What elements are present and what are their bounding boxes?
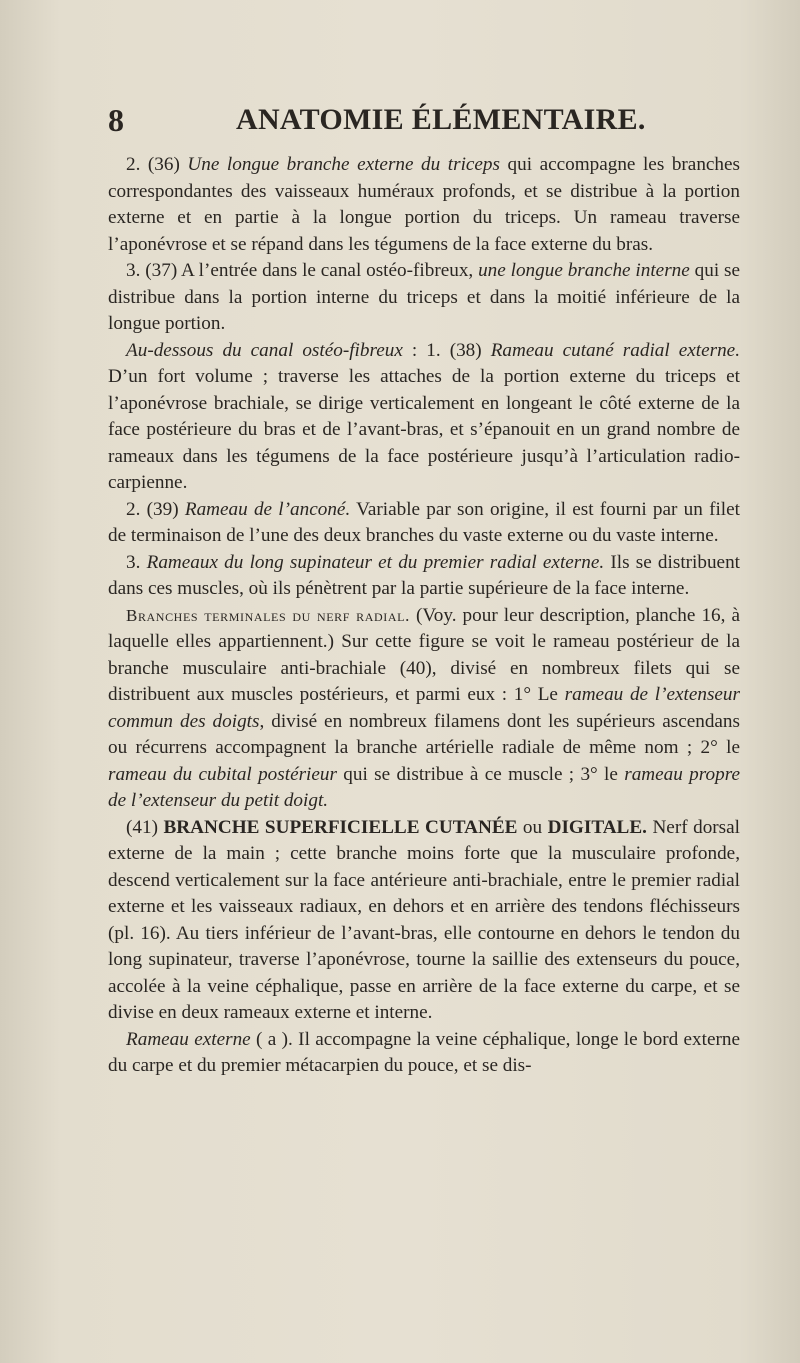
text-run-smallcaps: Branches terminales du nerf radial. [126, 605, 410, 625]
text-run-italic: Rameau cutané radial externe. [490, 339, 740, 361]
paragraph-supinator-branches [108, 550, 740, 603]
text-run-italic: une longue branche interne [478, 260, 690, 281]
running-title: ANATOMIE ÉLÉMENTAIRE. [236, 103, 646, 136]
paragraph-external-ramus [108, 1027, 740, 1080]
text-run: Variable par son origine, il est fourni par un filet de terminaison de l’une des deux branches du vaste externe ou du vaste interne. [108, 498, 740, 546]
text-run: 3. [126, 551, 147, 573]
text-run: 3. (37) A l’entrée dans le canal ostéo-fibreux, [126, 260, 479, 281]
paragraph-terminal-branches [108, 603, 740, 815]
text-run: 2. (39) [126, 498, 185, 520]
text-run: : 1. (38) [402, 339, 491, 361]
text-run: Ils se distribuent dans ces muscles, où ils pénètrent par la partie supérieure de la face interne. [108, 551, 741, 599]
text-run-italic: Au-dessous du canal ostéo-fibreux [126, 339, 403, 361]
text-run-bold: BRANCHE SUPERFICIELLE CUTANÉE [163, 816, 518, 838]
text-run-italic: Rameau externe [126, 1028, 251, 1050]
text-run: Nerf dorsal externe de la main ; cette branche moins forte que la musculaire profonde, descend verticalement sur la face antérieure anti-brachiale, entre le premier radial externe et les vaisseaux radiaux, en dehors et en arrière des tendons fléchisseurs (pl. 16). Au tiers inférieur de l’avant-bras, elle contourne en dehors le tendon du long supinateur, traverse l’aponévrose, tourne la saillie des extenseurs du pouce, accolée à la veine céphalique, passe en arrière de la face externe du carpe, et se divise en deux rameaux externe et interne. [108, 816, 740, 1023]
body-text [108, 152, 740, 1080]
paragraph-anconeus-branch [108, 497, 740, 550]
text-run: (41) [126, 816, 164, 838]
text-run: (Voy. pour leur description, planche 16, à laquelle elles appartiennent.) Sur cette figure se voit le rameau postérieur de la branche musculaire anti-brachiale (40), divisé en nombreux filets qui se distribuent aux muscles postérieurs, et parmi eux : 1° Le [108, 604, 740, 705]
text-run: D’un fort volume ; traverse les attaches de la portion externe du triceps et l’aponévrose brachiale, se dirige verticalement en longeant le côté externe de la face postérieure du bras et de l’avant-bras, et s’épanouit en un grand nombre de rameaux dans les tégumens de la face postérieure jusqu’à l’articulation radio-carpienne. [108, 366, 740, 493]
text-run: qui se distribue à ce muscle ; 3° le [336, 763, 625, 785]
text-run-italic: rameau de l’extenseur commun des doigts [108, 684, 740, 732]
text-run: qui accompagne les branches correspondantes des vaisseaux huméraux profonds, et se distribue à la portion externe et en partie à la longue portion du triceps. Un rameau traverse l’aponévrose et se répand dans les tégumens de la face externe du bras. [108, 154, 741, 255]
paragraph-triceps-internal-branch [108, 258, 740, 338]
text-run-bold: DIGITALE. [547, 816, 647, 838]
text-run-italic: Rameau de l’anconé. [184, 498, 351, 520]
paragraph-superficial-branch [108, 815, 740, 1027]
text-run: 2. (36) [126, 154, 188, 175]
paragraph-triceps-external-branch [108, 152, 740, 258]
text-run: ( a ). Il accompagne la veine céphalique, longe le bord externe du carpe et du premier métacarpien du pouce, et se dis- [108, 1028, 740, 1076]
text-run-italic: Rameaux du long supinateur et du premier radial externe. [146, 551, 605, 573]
paragraph-cutaneous-radial [108, 338, 740, 497]
page-header [108, 100, 694, 148]
text-run-italic: Une longue branche externe du triceps [187, 154, 500, 175]
text-run: ou [517, 816, 548, 838]
page-number: 8 [108, 102, 124, 138]
text-run-italic: rameau du cubital postérieur [108, 763, 337, 785]
text-run: qui se distribue dans la portion interne du triceps et dans la moitié inférieure de la longue portion. [108, 260, 740, 334]
text-run-italic: rameau propre de l’extenseur du petit doigt. [108, 763, 740, 811]
text-run: , divisé en nombreux filamens dont les supérieurs ascendans ou récurrens accompagnent la branche artérielle radiale de même nom ; 2° le [108, 710, 740, 758]
